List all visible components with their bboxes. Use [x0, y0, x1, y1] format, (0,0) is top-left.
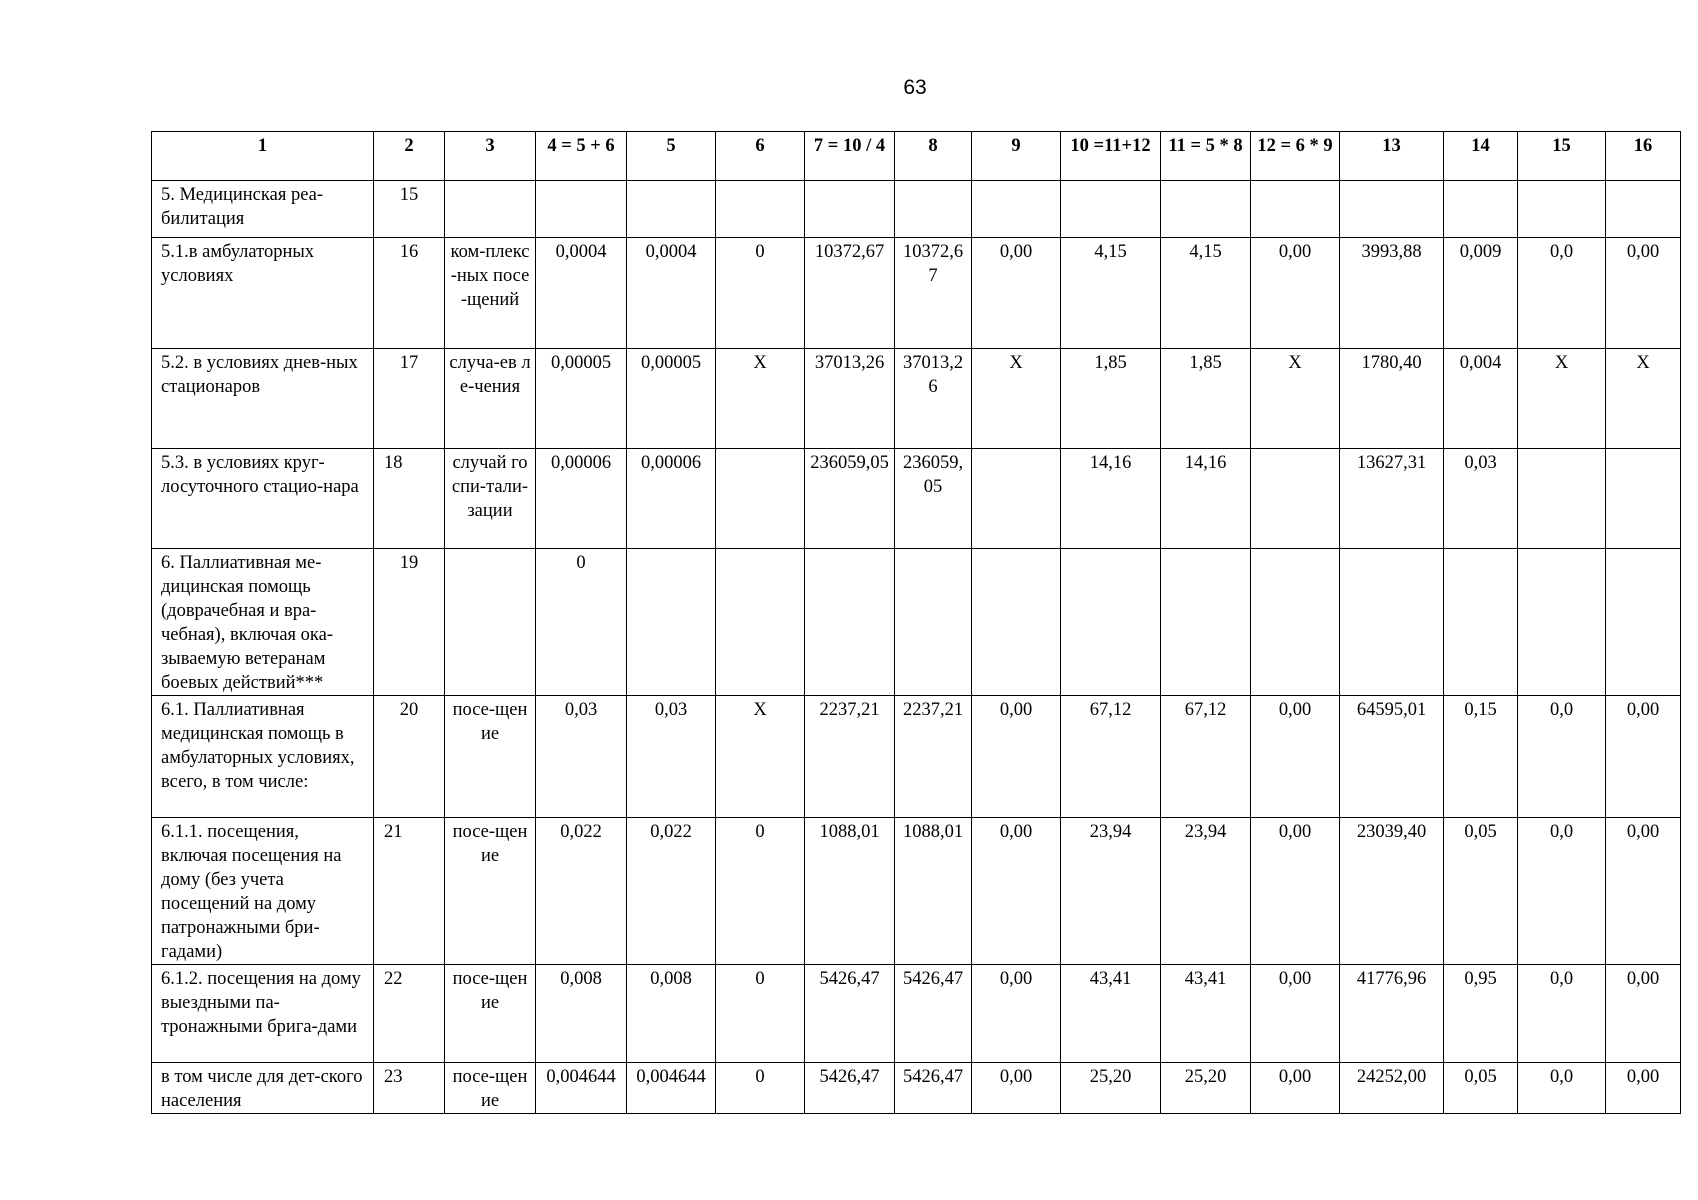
table-cell-col-5: 0,004644 — [627, 1063, 716, 1114]
row-label-cell: 5.2. в условиях днев-ных стационаров — [152, 349, 374, 449]
table-cell-col-6: 0 — [716, 965, 805, 1063]
table-cell-col-9 — [972, 449, 1061, 549]
table-cell-col-6: Х — [716, 696, 805, 818]
table-row — [152, 1063, 1681, 1114]
table-cell-col-12: Х — [1251, 349, 1340, 449]
table-cell-col-9 — [972, 181, 1061, 238]
table-cell-col-16: Х — [1606, 349, 1681, 449]
column-header-14: 14 — [1444, 132, 1518, 181]
table-cell-col-10: 1,85 — [1061, 349, 1161, 449]
table-cell-col-11: 25,20 — [1161, 1063, 1251, 1114]
table-cell-col-3: посе-щение — [445, 1063, 536, 1114]
table-cell-col-8: 2237,21 — [895, 696, 972, 818]
table-cell-col-5 — [627, 181, 716, 238]
table-cell-col-10 — [1061, 181, 1161, 238]
table-cell-col-5: 0,00006 — [627, 449, 716, 549]
table-cell-col-9: 0,00 — [972, 1063, 1061, 1114]
table-cell-col-10: 67,12 — [1061, 696, 1161, 818]
table-cell-col-15: 0,0 — [1518, 1063, 1606, 1114]
table-cell-col-13 — [1340, 549, 1444, 696]
table-cell-col-16: 0,00 — [1606, 965, 1681, 1063]
table-cell-col-15 — [1518, 449, 1606, 549]
table-cell-col-5: 0,022 — [627, 818, 716, 965]
column-header-9: 9 — [972, 132, 1061, 181]
table-cell-col-4: 0,0004 — [536, 238, 627, 349]
table-cell-col-14 — [1444, 549, 1518, 696]
table-cell-col-7: 2237,21 — [805, 696, 895, 818]
table-cell-col-15 — [1518, 549, 1606, 696]
table-cell-col-3: посе-щение — [445, 818, 536, 965]
table-cell-col-2: 19 — [374, 549, 445, 696]
column-header-7: 7 = 10 / 4 — [805, 132, 895, 181]
table-row — [152, 965, 1681, 1063]
table-cell-col-14: 0,05 — [1444, 1063, 1518, 1114]
table-cell-col-16: 0,00 — [1606, 238, 1681, 349]
table-cell-col-10: 23,94 — [1061, 818, 1161, 965]
row-label-cell: 5.1.в амбулаторных условиях — [152, 238, 374, 349]
table-cell-col-12 — [1251, 181, 1340, 238]
table-cell-col-14 — [1444, 181, 1518, 238]
table-cell-col-10 — [1061, 549, 1161, 696]
table-cell-col-11 — [1161, 549, 1251, 696]
table-cell-col-13: 23039,40 — [1340, 818, 1444, 965]
column-header-10: 10 =11+12 — [1061, 132, 1161, 181]
table-cell-col-3: посе-щение — [445, 965, 536, 1063]
table-cell-col-12 — [1251, 549, 1340, 696]
table-cell-col-10: 43,41 — [1061, 965, 1161, 1063]
table-row — [152, 696, 1681, 818]
table-cell-col-9: 0,00 — [972, 696, 1061, 818]
column-header-8: 8 — [895, 132, 972, 181]
table-cell-col-12: 0,00 — [1251, 238, 1340, 349]
table-cell-col-9: 0,00 — [972, 818, 1061, 965]
table-cell-col-7: 1088,01 — [805, 818, 895, 965]
table-cell-col-3: посе-щение — [445, 696, 536, 818]
table-cell-col-13: 41776,96 — [1340, 965, 1444, 1063]
table-cell-col-7: 5426,47 — [805, 965, 895, 1063]
table-cell-col-3 — [445, 181, 536, 238]
table-cell-col-13: 1780,40 — [1340, 349, 1444, 449]
table-cell-col-15: 0,0 — [1518, 818, 1606, 965]
table-cell-col-6 — [716, 181, 805, 238]
table-cell-col-8: 5426,47 — [895, 1063, 972, 1114]
table-cell-col-9 — [972, 549, 1061, 696]
table-cell-col-10: 25,20 — [1061, 1063, 1161, 1114]
table-row — [152, 181, 1681, 238]
table-row — [152, 238, 1681, 349]
table-cell-col-5: 0,00005 — [627, 349, 716, 449]
table-cell-col-3 — [445, 549, 536, 696]
table-cell-col-4: 0,004644 — [536, 1063, 627, 1114]
table-cell-col-2: 22 — [374, 965, 445, 1063]
table-cell-col-10: 4,15 — [1061, 238, 1161, 349]
table-cell-col-16 — [1606, 449, 1681, 549]
table-cell-col-2: 15 — [374, 181, 445, 238]
table-cell-col-8: 236059,05 — [895, 449, 972, 549]
table-row — [152, 549, 1681, 696]
table-cell-col-4 — [536, 181, 627, 238]
table-cell-col-16 — [1606, 181, 1681, 238]
page-number: 63 — [903, 76, 927, 99]
table-cell-col-12: 0,00 — [1251, 818, 1340, 965]
table-cell-col-6 — [716, 549, 805, 696]
table-cell-col-12: 0,00 — [1251, 696, 1340, 818]
table-cell-col-11: 67,12 — [1161, 696, 1251, 818]
table-cell-col-2: 20 — [374, 696, 445, 818]
table-cell-col-5: 0,0004 — [627, 238, 716, 349]
column-header-12: 12 = 6 * 9 — [1251, 132, 1340, 181]
table-cell-col-4: 0,03 — [536, 696, 627, 818]
table-cell-col-11 — [1161, 181, 1251, 238]
table-cell-col-9: 0,00 — [972, 238, 1061, 349]
table-cell-col-2: 17 — [374, 349, 445, 449]
table-cell-col-7: 5426,47 — [805, 1063, 895, 1114]
table-cell-col-7 — [805, 181, 895, 238]
table-cell-col-15: Х — [1518, 349, 1606, 449]
table-cell-col-4: 0 — [536, 549, 627, 696]
column-header-2: 2 — [374, 132, 445, 181]
table-cell-col-8: 10372,67 — [895, 238, 972, 349]
table-cell-col-12 — [1251, 449, 1340, 549]
table-cell-col-11: 23,94 — [1161, 818, 1251, 965]
table-cell-col-5 — [627, 549, 716, 696]
table-cell-col-11: 14,16 — [1161, 449, 1251, 549]
table-cell-col-2: 21 — [374, 818, 445, 965]
table-cell-col-14: 0,009 — [1444, 238, 1518, 349]
table-cell-col-14: 0,03 — [1444, 449, 1518, 549]
table-cell-col-14: 0,95 — [1444, 965, 1518, 1063]
row-label-cell: 6.1. Паллиативная медицинская помощь в амбулаторных условиях, всего, в том числе: — [152, 696, 374, 818]
table-cell-col-3: ком-плекс-ных посе-щений — [445, 238, 536, 349]
column-header-13: 13 — [1340, 132, 1444, 181]
table-cell-col-15 — [1518, 181, 1606, 238]
column-header-15: 15 — [1518, 132, 1606, 181]
table-cell-col-2: 18 — [374, 449, 445, 549]
table-cell-col-3: случа-ев ле-чения — [445, 349, 536, 449]
column-header-6: 6 — [716, 132, 805, 181]
table-cell-col-15: 0,0 — [1518, 696, 1606, 818]
column-header-1: 1 — [152, 132, 374, 181]
table-header-row — [152, 132, 1681, 181]
table-cell-col-14: 0,05 — [1444, 818, 1518, 965]
table-cell-col-7 — [805, 549, 895, 696]
table-cell-col-9: Х — [972, 349, 1061, 449]
table-cell-col-13 — [1340, 181, 1444, 238]
table-cell-col-8 — [895, 181, 972, 238]
table-cell-col-7: 37013,26 — [805, 349, 895, 449]
table-cell-col-6: 0 — [716, 1063, 805, 1114]
row-label-cell: 5. Медицинская реа-билитация — [152, 181, 374, 238]
row-label-cell: 6.1.2. посещения на дому выездными па-тронажными брига-дами — [152, 965, 374, 1063]
table-cell-col-11: 4,15 — [1161, 238, 1251, 349]
row-label-cell: 6. Паллиативная ме-дицинская помощь (доврачебная и вра-чебная), включая ока-зываемую ветеранам боевых действий*** — [152, 549, 374, 696]
row-label-cell: 6.1.1. посещения, включая посещения на дому (без учета посещений на дому патронажными бри-гадами) — [152, 818, 374, 965]
table-cell-col-16 — [1606, 549, 1681, 696]
table-row — [152, 349, 1681, 449]
table-cell-col-11: 1,85 — [1161, 349, 1251, 449]
table-cell-col-14: 0,004 — [1444, 349, 1518, 449]
table-cell-col-12: 0,00 — [1251, 1063, 1340, 1114]
table-cell-col-13: 3993,88 — [1340, 238, 1444, 349]
column-header-11: 11 = 5 * 8 — [1161, 132, 1251, 181]
table-cell-col-7: 236059,05 — [805, 449, 895, 549]
table-cell-col-8: 37013,26 — [895, 349, 972, 449]
table-cell-col-4: 0,00005 — [536, 349, 627, 449]
table-cell-col-2: 16 — [374, 238, 445, 349]
table-cell-col-4: 0,008 — [536, 965, 627, 1063]
table-cell-col-9: 0,00 — [972, 965, 1061, 1063]
table-cell-col-13: 13627,31 — [1340, 449, 1444, 549]
table-cell-col-10: 14,16 — [1061, 449, 1161, 549]
table-cell-col-6: 0 — [716, 238, 805, 349]
table-cell-col-16: 0,00 — [1606, 818, 1681, 965]
table-cell-col-7: 10372,67 — [805, 238, 895, 349]
table-cell-col-4: 0,022 — [536, 818, 627, 965]
column-header-16: 16 — [1606, 132, 1681, 181]
column-header-4: 4 = 5 + 6 — [536, 132, 627, 181]
table-row — [152, 449, 1681, 549]
column-header-5: 5 — [627, 132, 716, 181]
table-cell-col-16: 0,00 — [1606, 1063, 1681, 1114]
table-row — [152, 818, 1681, 965]
table-cell-col-12: 0,00 — [1251, 965, 1340, 1063]
data-table — [151, 131, 1681, 1114]
table-cell-col-13: 64595,01 — [1340, 696, 1444, 818]
table-cell-col-5: 0,03 — [627, 696, 716, 818]
table-cell-col-16: 0,00 — [1606, 696, 1681, 818]
table-cell-col-6: Х — [716, 349, 805, 449]
table-cell-col-2: 23 — [374, 1063, 445, 1114]
table-cell-col-8 — [895, 549, 972, 696]
table-cell-col-6: 0 — [716, 818, 805, 965]
table-cell-col-8: 5426,47 — [895, 965, 972, 1063]
table-cell-col-6 — [716, 449, 805, 549]
table-cell-col-5: 0,008 — [627, 965, 716, 1063]
table-cell-col-3: случай госпи-тали-зации — [445, 449, 536, 549]
row-label-cell: в том числе для дет-ского населения — [152, 1063, 374, 1114]
table-cell-col-11: 43,41 — [1161, 965, 1251, 1063]
table-cell-col-13: 24252,00 — [1340, 1063, 1444, 1114]
column-header-3: 3 — [445, 132, 536, 181]
table-cell-col-15: 0,0 — [1518, 965, 1606, 1063]
table-cell-col-15: 0,0 — [1518, 238, 1606, 349]
table-cell-col-14: 0,15 — [1444, 696, 1518, 818]
row-label-cell: 5.3. в условиях круг-лосуточного стацио-нара — [152, 449, 374, 549]
table-cell-col-8: 1088,01 — [895, 818, 972, 965]
table-cell-col-4: 0,00006 — [536, 449, 627, 549]
